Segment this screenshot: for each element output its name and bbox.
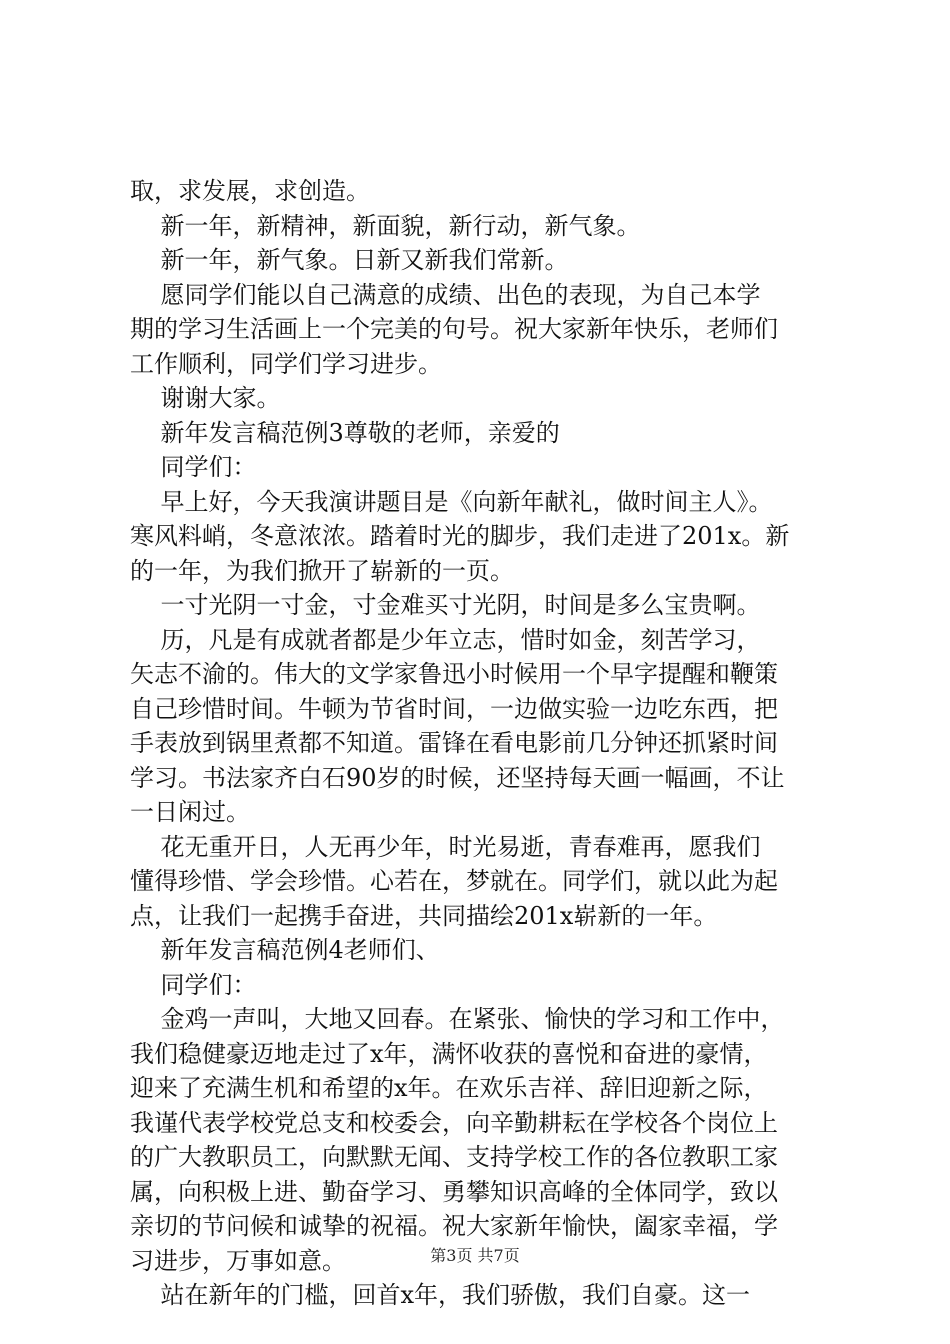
text-line: 一日闲过。: [130, 798, 250, 826]
text-line: 懂得珍惜、学会珍惜。心若在，梦就在。同学们，就以此为起: [130, 867, 778, 895]
text-line: 手表放到锅里煮都不知道。雷锋在看电影前几分钟还抓紧时间: [130, 729, 778, 757]
text-line: 属，向积极上进、勤奋学习、勇攀知识高峰的全体同学，致以: [130, 1177, 778, 1206]
text-line: 亲切的节问候和诚挚的祝福。祝大家新年愉快，阖家幸福，学: [130, 1212, 778, 1240]
text-line: 金鸡一声叫，大地又回春。在紧张、愉快的学习和工作中，: [130, 1005, 785, 1033]
text-line: 历，凡是有成就者都是少年立志，惜时如金，刻苦学习，: [130, 625, 761, 654]
text-line: 寒风料峭，冬意浓浓。踏着时光的脚步，我们走进了201x。新: [130, 522, 790, 550]
text-line: 谢谢大家。: [130, 384, 281, 412]
text-line: 工作顺利，同学们学习进步。: [130, 349, 442, 378]
text-line: 习进步，万事如意。: [130, 1246, 346, 1275]
text-line: 新一年，新精神，新面貌，新行动，新气象。: [130, 211, 641, 240]
text-line: 自己珍惜时间。牛顿为节省时间，一边做实验一边吃东西，把: [130, 694, 778, 723]
text-line: 取，求发展，求创造。: [130, 177, 370, 205]
text-line: 矢志不渝的。伟大的文学家鲁迅小时候用一个早字提醒和鞭策: [130, 660, 778, 688]
text-line: 迎来了充满生机和希望的x年。在欢乐吉祥、辞旧迎新之际，: [130, 1074, 768, 1102]
text-line: 新一年，新气象。日新又新我们常新。: [130, 246, 569, 274]
body-text: [130, 174, 830, 1313]
text-line: 学习。书法家齐白石90岁的时候，还坚持每天画一幅画，不让: [130, 763, 785, 792]
text-line: 新年发言稿范例3尊敬的老师，亲爱的: [130, 418, 560, 447]
text-line: 我谨代表学校党总支和校委会，向辛勤耕耘在学校各个岗位上: [130, 1108, 778, 1137]
text-line: 早上好，今天我演讲题目是《向新年献礼，做时间主人》。: [130, 487, 773, 516]
text-line: 站在新年的门槛，回首x年，我们骄傲，我们自豪。这一: [130, 1281, 751, 1309]
text-line: 同学们：: [130, 970, 257, 999]
text-line: 期的学习生活画上一个完美的句号。祝大家新年快乐，老师们: [130, 315, 778, 343]
text-line: 我们稳健豪迈地走过了x年，满怀收获的喜悦和奋进的豪情，: [130, 1039, 768, 1068]
page-number-footer: 第3页 共7页: [430, 1246, 520, 1265]
text-line: 的广大教职员工，向默默无闻、支持学校工作的各位教职工家: [130, 1143, 778, 1171]
text-line: 点，让我们一起携手奋进，共同描绘201x崭新的一年。: [130, 901, 718, 930]
text-line: 一寸光阴一寸金，寸金难买寸光阴，时间是多么宝贵啊。: [130, 591, 761, 619]
text-line: 新年发言稿范例4老师们、: [130, 936, 440, 964]
text-line: 同学们：: [130, 453, 257, 481]
text-line: 愿同学们能以自己满意的成绩、出色的表现，为自己本学: [130, 280, 761, 309]
text-line: 花无重开日，人无再少年，时光易逝，青春难再，愿我们: [130, 832, 761, 861]
text-line: 的一年，为我们掀开了崭新的一页。: [130, 556, 514, 585]
